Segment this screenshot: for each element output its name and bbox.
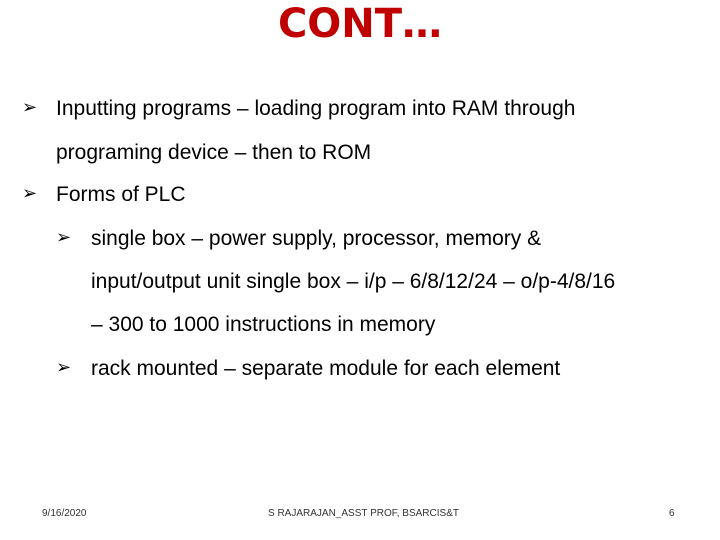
arrow-bullet-icon: ➢	[56, 227, 72, 248]
sub-bullet-text-line: input/output unit single box – i/p – 6/8/12/24 – o/p-4/8/16	[91, 270, 616, 293]
footer-page-number: 6	[669, 508, 675, 519]
bullet-text-line: Inputting programs – loading program into RAM through	[56, 97, 576, 120]
arrow-bullet-icon: ➢	[56, 357, 72, 378]
footer-author: S RAJARAJAN_ASST PROF, BSARCIS&T	[268, 508, 459, 519]
arrow-bullet-icon: ➢	[22, 183, 38, 204]
bullet-text-line: programing device – then to ROM	[56, 141, 372, 164]
sub-bullet-text-line: rack mounted – separate module for each element	[91, 357, 561, 380]
arrow-bullet-icon: ➢	[22, 97, 38, 118]
slide-title: CONT…	[277, 1, 443, 47]
bullet-text-line: Forms of PLC	[56, 183, 186, 206]
footer-date: 9/16/2020	[42, 508, 87, 519]
sub-bullet-text-line: – 300 to 1000 instructions in memory	[91, 313, 436, 336]
sub-bullet-text-line: single box – power supply, processor, memory &	[91, 227, 542, 250]
